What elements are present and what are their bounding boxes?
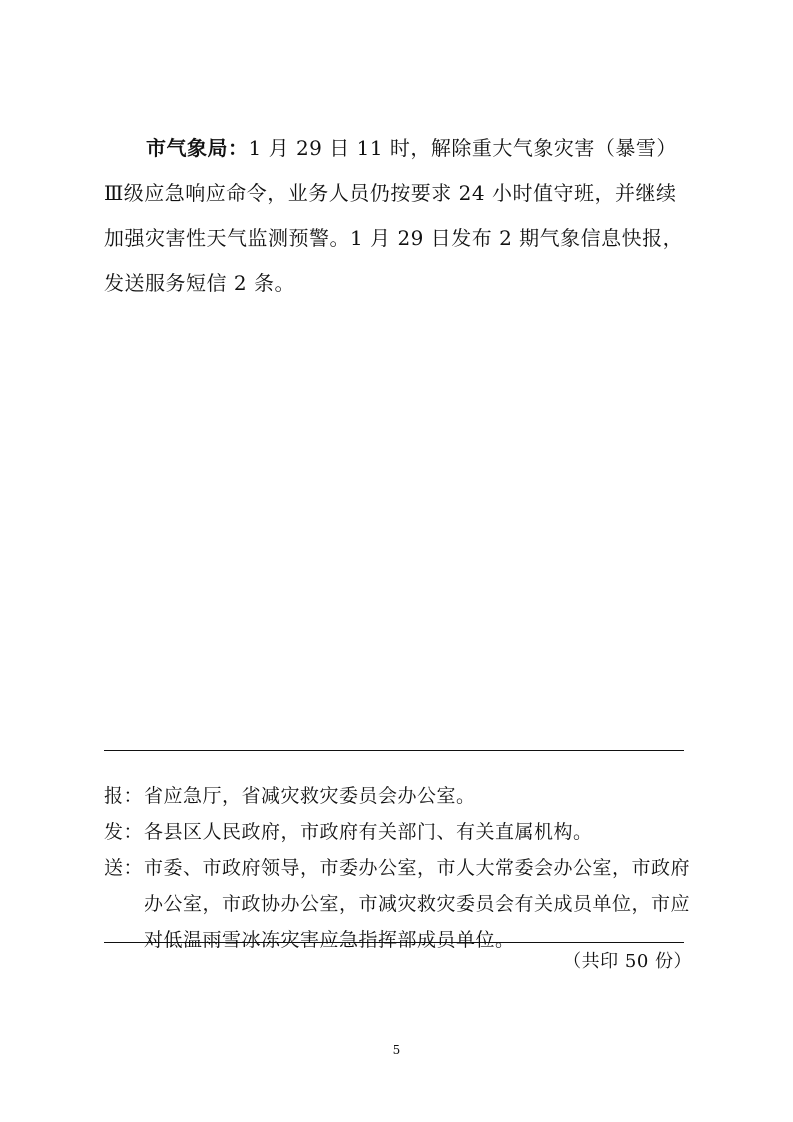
page-number: 5 bbox=[392, 1043, 401, 1057]
distribution-report bbox=[104, 778, 694, 814]
send-text: 市委、市政府领导，市委办公室，市人大常委会办公室，市政府办公室，市政协办公室，市减灾救灾委员会有关成员单位，市应对低温雨雪冰冻灾害应急指挥部成员单位。 bbox=[144, 857, 691, 951]
paragraph-lead: 市气象局： bbox=[146, 136, 249, 160]
bottom-divider bbox=[104, 942, 684, 943]
top-divider bbox=[104, 750, 684, 751]
copies-count: （共印 50 份） bbox=[563, 951, 692, 972]
issue-text: 各县区人民政府，市政府有关部门、有关直属机构。 bbox=[144, 821, 593, 843]
report-text: 省应急厅，省减灾救灾委员会办公室。 bbox=[144, 785, 476, 807]
distribution-issue bbox=[104, 814, 694, 850]
send-label: 送： bbox=[104, 857, 144, 879]
report-label: 报： bbox=[104, 785, 144, 807]
paragraph-text: 1 月 29 日 11 时，解除重大气象灾害（暴雪）Ⅲ级应急响应命令，业务人员仍按要求 24 小时值守班，并继续加强灾害性天气监测预警。1 月 29 日发布 2 期气象信息快报，发送服务短信 2 条。 bbox=[104, 136, 684, 295]
issue-label: 发： bbox=[104, 821, 144, 843]
body-paragraph bbox=[104, 126, 694, 306]
